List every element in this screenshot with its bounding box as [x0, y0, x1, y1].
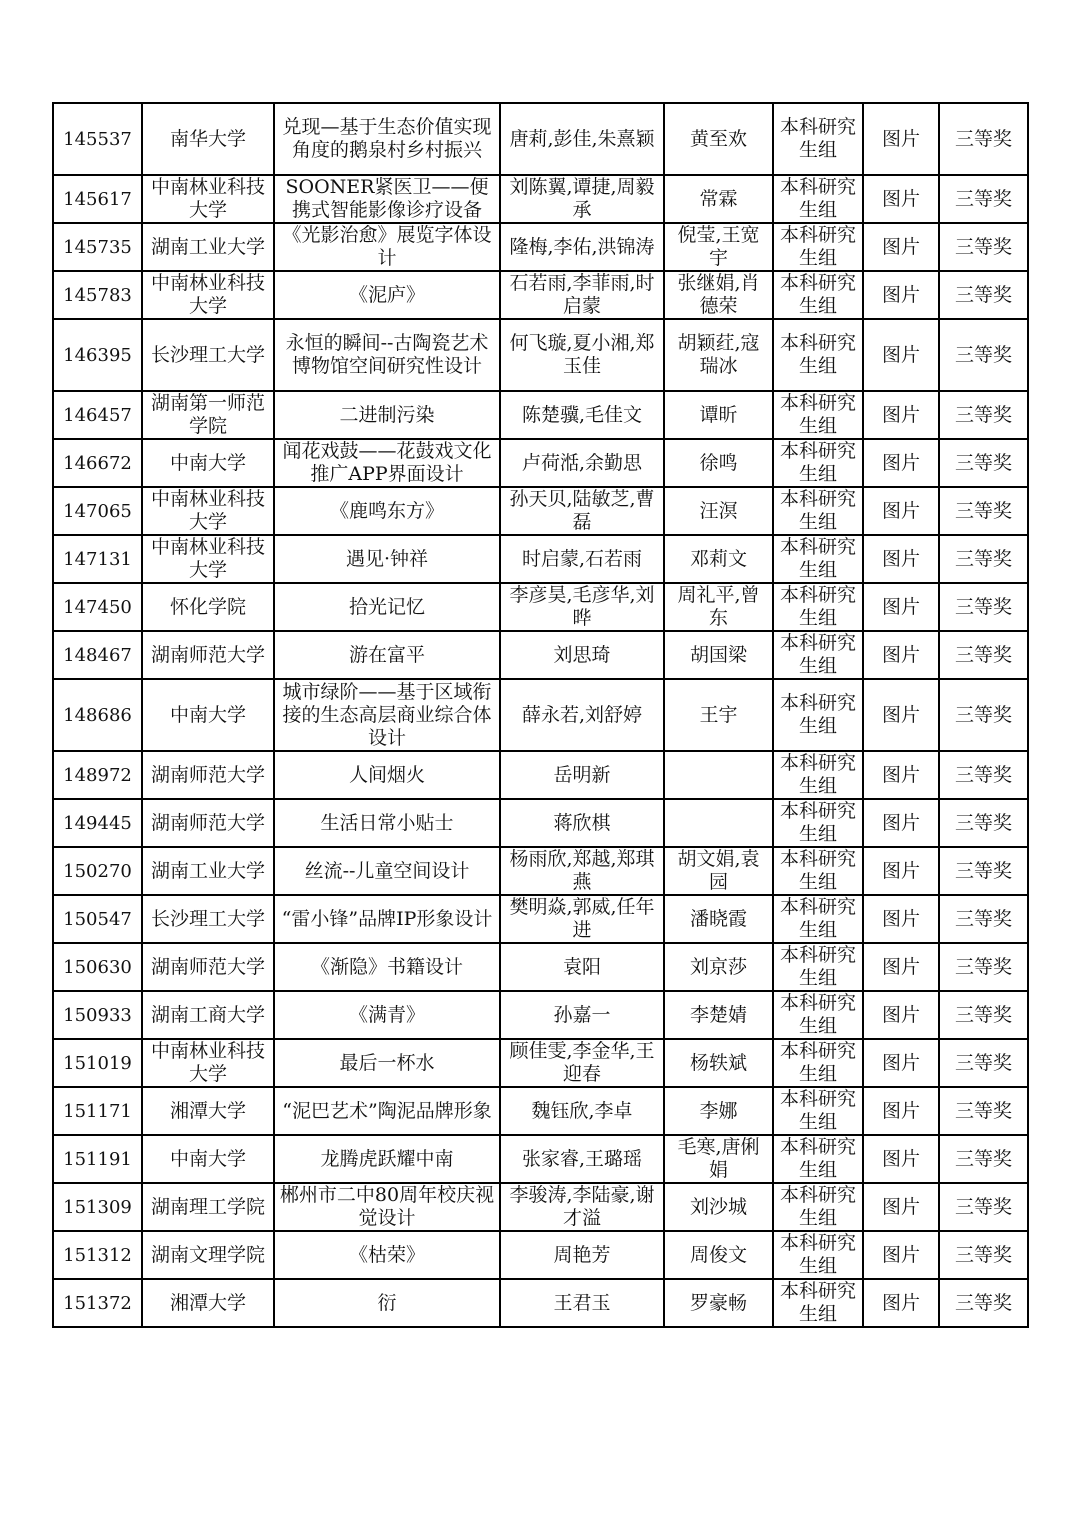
award-cell: 三等奖 [939, 583, 1028, 631]
award-cell: 三等奖 [939, 439, 1028, 487]
group-cell: 本科研究生组 [773, 175, 863, 223]
award-cell: 三等奖 [939, 1231, 1028, 1279]
entry-id-cell: 147065 [53, 487, 142, 535]
school-cell: 湖南理工学院 [142, 1183, 274, 1231]
award-cell: 三等奖 [939, 535, 1028, 583]
work-title-cell: 拾光记忆 [274, 583, 500, 631]
advisor-cell: 胡颖荭,寇瑞冰 [664, 319, 773, 391]
entry-id-cell: 151312 [53, 1231, 142, 1279]
work-title-cell: 《渐隐》书籍设计 [274, 943, 500, 991]
school-cell: 湘潭大学 [142, 1279, 274, 1327]
table-row [53, 583, 1028, 631]
advisor-cell: 周俊文 [664, 1231, 773, 1279]
table-row [53, 175, 1028, 223]
work-title-cell: 闻花戏鼓——花鼓戏文化推广APP界面设计 [274, 439, 500, 487]
award-cell: 三等奖 [939, 271, 1028, 319]
authors-cell: 樊明焱,郭威,任年进 [500, 895, 664, 943]
work-title-cell: 丝流--儿童空间设计 [274, 847, 500, 895]
table-body [53, 103, 1028, 1327]
work-title-cell: “泥巴艺术”陶泥品牌形象 [274, 1087, 500, 1135]
school-cell: 湖南文理学院 [142, 1231, 274, 1279]
work-title-cell: 龙腾虎跃耀中南 [274, 1135, 500, 1183]
group-cell: 本科研究生组 [773, 1039, 863, 1087]
advisor-cell: 常霖 [664, 175, 773, 223]
category-cell: 图片 [863, 223, 939, 271]
work-title-cell: 郴州市二中80周年校庆视觉设计 [274, 1183, 500, 1231]
entry-id-cell: 151372 [53, 1279, 142, 1327]
table-row [53, 1135, 1028, 1183]
authors-cell: 蒋欣棋 [500, 799, 664, 847]
work-title-cell: 生活日常小贴士 [274, 799, 500, 847]
table-row [53, 847, 1028, 895]
category-cell: 图片 [863, 1183, 939, 1231]
group-cell: 本科研究生组 [773, 751, 863, 799]
advisor-cell: 刘沙城 [664, 1183, 773, 1231]
group-cell: 本科研究生组 [773, 391, 863, 439]
category-cell: 图片 [863, 391, 939, 439]
table-row [53, 487, 1028, 535]
entry-id-cell: 148972 [53, 751, 142, 799]
advisor-cell: 李娜 [664, 1087, 773, 1135]
group-cell: 本科研究生组 [773, 1231, 863, 1279]
advisor-cell: 罗豪畅 [664, 1279, 773, 1327]
entry-id-cell: 147131 [53, 535, 142, 583]
group-cell: 本科研究生组 [773, 1135, 863, 1183]
advisor-cell [664, 751, 773, 799]
authors-cell: 陈楚骥,毛佳文 [500, 391, 664, 439]
school-cell: 湖南工商大学 [142, 991, 274, 1039]
work-title-cell: 《鹿鸣东方》 [274, 487, 500, 535]
group-cell: 本科研究生组 [773, 103, 863, 175]
advisor-cell: 胡国梁 [664, 631, 773, 679]
award-cell: 三等奖 [939, 991, 1028, 1039]
group-cell: 本科研究生组 [773, 1087, 863, 1135]
entry-id-cell: 150270 [53, 847, 142, 895]
table-row [53, 751, 1028, 799]
award-cell: 三等奖 [939, 175, 1028, 223]
category-cell: 图片 [863, 991, 939, 1039]
award-cell: 三等奖 [939, 1183, 1028, 1231]
authors-cell: 岳明新 [500, 751, 664, 799]
category-cell: 图片 [863, 847, 939, 895]
group-cell: 本科研究生组 [773, 943, 863, 991]
authors-cell: 王君玉 [500, 1279, 664, 1327]
entry-id-cell: 151171 [53, 1087, 142, 1135]
advisor-cell: 杨轶斌 [664, 1039, 773, 1087]
advisor-cell: 胡文娟,袁园 [664, 847, 773, 895]
authors-cell: 张家睿,王璐瑶 [500, 1135, 664, 1183]
entry-id-cell: 146457 [53, 391, 142, 439]
category-cell: 图片 [863, 583, 939, 631]
school-cell: 湖南师范大学 [142, 751, 274, 799]
school-cell: 湖南第一师范学院 [142, 391, 274, 439]
work-title-cell: 遇见·钟祥 [274, 535, 500, 583]
group-cell: 本科研究生组 [773, 631, 863, 679]
group-cell: 本科研究生组 [773, 1279, 863, 1327]
table-row [53, 1039, 1028, 1087]
award-cell: 三等奖 [939, 103, 1028, 175]
work-title-cell: 二进制污染 [274, 391, 500, 439]
table-row [53, 991, 1028, 1039]
school-cell: 中南大学 [142, 439, 274, 487]
category-cell: 图片 [863, 1039, 939, 1087]
work-title-cell: 《枯荣》 [274, 1231, 500, 1279]
work-title-cell: 衍 [274, 1279, 500, 1327]
award-cell: 三等奖 [939, 1039, 1028, 1087]
table-row [53, 103, 1028, 175]
group-cell: 本科研究生组 [773, 679, 863, 751]
category-cell: 图片 [863, 1087, 939, 1135]
entry-id-cell: 150547 [53, 895, 142, 943]
entry-id-cell: 150630 [53, 943, 142, 991]
table-row [53, 679, 1028, 751]
table-row [53, 1183, 1028, 1231]
authors-cell: 隆梅,李佑,洪锦涛 [500, 223, 664, 271]
award-cell: 三等奖 [939, 895, 1028, 943]
authors-cell: 孙嘉一 [500, 991, 664, 1039]
group-cell: 本科研究生组 [773, 583, 863, 631]
authors-cell: 何飞璇,夏小湘,郑玉佳 [500, 319, 664, 391]
award-cell: 三等奖 [939, 799, 1028, 847]
table-row [53, 943, 1028, 991]
award-cell: 三等奖 [939, 943, 1028, 991]
entry-id-cell: 149445 [53, 799, 142, 847]
entry-id-cell: 145735 [53, 223, 142, 271]
award-cell: 三等奖 [939, 391, 1028, 439]
entry-id-cell: 148467 [53, 631, 142, 679]
entry-id-cell: 147450 [53, 583, 142, 631]
work-title-cell: 最后一杯水 [274, 1039, 500, 1087]
entry-id-cell: 148686 [53, 679, 142, 751]
award-cell: 三等奖 [939, 631, 1028, 679]
entry-id-cell: 146395 [53, 319, 142, 391]
school-cell: 中南林业科技大学 [142, 271, 274, 319]
award-cell: 三等奖 [939, 751, 1028, 799]
group-cell: 本科研究生组 [773, 271, 863, 319]
group-cell: 本科研究生组 [773, 487, 863, 535]
school-cell: 中南林业科技大学 [142, 535, 274, 583]
school-cell: 湖南工业大学 [142, 223, 274, 271]
group-cell: 本科研究生组 [773, 1183, 863, 1231]
group-cell: 本科研究生组 [773, 895, 863, 943]
table-row [53, 319, 1028, 391]
entry-id-cell: 151309 [53, 1183, 142, 1231]
advisor-cell: 汪溟 [664, 487, 773, 535]
advisor-cell: 刘京莎 [664, 943, 773, 991]
work-title-cell: “雷小锋”品牌IP形象设计 [274, 895, 500, 943]
authors-cell: 孙天贝,陆敏芝,曹磊 [500, 487, 664, 535]
authors-cell: 周艳芳 [500, 1231, 664, 1279]
advisor-cell: 张继娟,肖德荣 [664, 271, 773, 319]
table-row [53, 535, 1028, 583]
table-row [53, 271, 1028, 319]
advisor-cell: 谭昕 [664, 391, 773, 439]
school-cell: 中南林业科技大学 [142, 1039, 274, 1087]
school-cell: 长沙理工大学 [142, 895, 274, 943]
category-cell: 图片 [863, 1279, 939, 1327]
work-title-cell: 《光影治愈》展览字体设计 [274, 223, 500, 271]
group-cell: 本科研究生组 [773, 319, 863, 391]
school-cell: 怀化学院 [142, 583, 274, 631]
authors-cell: 时启蒙,石若雨 [500, 535, 664, 583]
award-cell: 三等奖 [939, 1135, 1028, 1183]
group-cell: 本科研究生组 [773, 535, 863, 583]
work-title-cell: 城市绿阶——基于区域衔接的生态高层商业综合体设计 [274, 679, 500, 751]
table-row [53, 391, 1028, 439]
advisor-cell [664, 799, 773, 847]
advisor-cell: 徐鸣 [664, 439, 773, 487]
award-cell: 三等奖 [939, 223, 1028, 271]
category-cell: 图片 [863, 319, 939, 391]
entry-id-cell: 145617 [53, 175, 142, 223]
authors-cell: 薛永若,刘舒婷 [500, 679, 664, 751]
category-cell: 图片 [863, 799, 939, 847]
school-cell: 湖南师范大学 [142, 943, 274, 991]
advisor-cell: 邓莉文 [664, 535, 773, 583]
school-cell: 湖南师范大学 [142, 631, 274, 679]
category-cell: 图片 [863, 943, 939, 991]
group-cell: 本科研究生组 [773, 439, 863, 487]
table-row [53, 631, 1028, 679]
table-row [53, 799, 1028, 847]
school-cell: 湖南工业大学 [142, 847, 274, 895]
table-row [53, 1231, 1028, 1279]
school-cell: 湖南师范大学 [142, 799, 274, 847]
award-cell: 三等奖 [939, 319, 1028, 391]
award-cell: 三等奖 [939, 679, 1028, 751]
work-title-cell: 《满青》 [274, 991, 500, 1039]
work-title-cell: SOONER紧医卫——便携式智能影像诊疗设备 [274, 175, 500, 223]
group-cell: 本科研究生组 [773, 991, 863, 1039]
category-cell: 图片 [863, 895, 939, 943]
category-cell: 图片 [863, 487, 939, 535]
entry-id-cell: 151019 [53, 1039, 142, 1087]
entry-id-cell: 146672 [53, 439, 142, 487]
group-cell: 本科研究生组 [773, 799, 863, 847]
school-cell: 湘潭大学 [142, 1087, 274, 1135]
authors-cell: 唐莉,彭佳,朱熹颖 [500, 103, 664, 175]
category-cell: 图片 [863, 1231, 939, 1279]
award-cell: 三等奖 [939, 1279, 1028, 1327]
authors-cell: 魏钰欣,李卓 [500, 1087, 664, 1135]
work-title-cell: 《泥庐》 [274, 271, 500, 319]
table-row [53, 1279, 1028, 1327]
school-cell: 南华大学 [142, 103, 274, 175]
authors-cell: 杨雨欣,郑越,郑琪燕 [500, 847, 664, 895]
table-row [53, 1087, 1028, 1135]
category-cell: 图片 [863, 631, 939, 679]
advisor-cell: 倪莹,王宽宇 [664, 223, 773, 271]
award-cell: 三等奖 [939, 487, 1028, 535]
advisor-cell: 毛寒,唐俐娟 [664, 1135, 773, 1183]
award-cell: 三等奖 [939, 847, 1028, 895]
authors-cell: 顾佳雯,李金华,王迎春 [500, 1039, 664, 1087]
table-row [53, 439, 1028, 487]
authors-cell: 袁阳 [500, 943, 664, 991]
category-cell: 图片 [863, 271, 939, 319]
advisor-cell: 黄至欢 [664, 103, 773, 175]
award-cell: 三等奖 [939, 1087, 1028, 1135]
entry-id-cell: 145783 [53, 271, 142, 319]
school-cell: 中南大学 [142, 679, 274, 751]
category-cell: 图片 [863, 535, 939, 583]
advisor-cell: 周礼平,曾东 [664, 583, 773, 631]
work-title-cell: 兑现—基于生态价值实现角度的鹅泉村乡村振兴 [274, 103, 500, 175]
authors-cell: 卢荷湉,余勤思 [500, 439, 664, 487]
category-cell: 图片 [863, 175, 939, 223]
category-cell: 图片 [863, 1135, 939, 1183]
authors-cell: 刘思琦 [500, 631, 664, 679]
table-row [53, 895, 1028, 943]
category-cell: 图片 [863, 751, 939, 799]
school-cell: 中南大学 [142, 1135, 274, 1183]
authors-cell: 李骏涛,李陆豪,谢才溢 [500, 1183, 664, 1231]
school-cell: 中南林业科技大学 [142, 175, 274, 223]
advisor-cell: 王宇 [664, 679, 773, 751]
entry-id-cell: 150933 [53, 991, 142, 1039]
award-results-table [52, 102, 1029, 1328]
authors-cell: 刘陈翼,谭捷,周毅承 [500, 175, 664, 223]
group-cell: 本科研究生组 [773, 847, 863, 895]
advisor-cell: 李楚婧 [664, 991, 773, 1039]
entry-id-cell: 145537 [53, 103, 142, 175]
school-cell: 长沙理工大学 [142, 319, 274, 391]
group-cell: 本科研究生组 [773, 223, 863, 271]
work-title-cell: 永恒的瞬间--古陶瓷艺术博物馆空间研究性设计 [274, 319, 500, 391]
work-title-cell: 游在富平 [274, 631, 500, 679]
advisor-cell: 潘晓霞 [664, 895, 773, 943]
work-title-cell: 人间烟火 [274, 751, 500, 799]
authors-cell: 李彦昊,毛彦华,刘晔 [500, 583, 664, 631]
category-cell: 图片 [863, 679, 939, 751]
category-cell: 图片 [863, 439, 939, 487]
school-cell: 中南林业科技大学 [142, 487, 274, 535]
entry-id-cell: 151191 [53, 1135, 142, 1183]
category-cell: 图片 [863, 103, 939, 175]
authors-cell: 石若雨,李菲雨,时启蒙 [500, 271, 664, 319]
table-row [53, 223, 1028, 271]
